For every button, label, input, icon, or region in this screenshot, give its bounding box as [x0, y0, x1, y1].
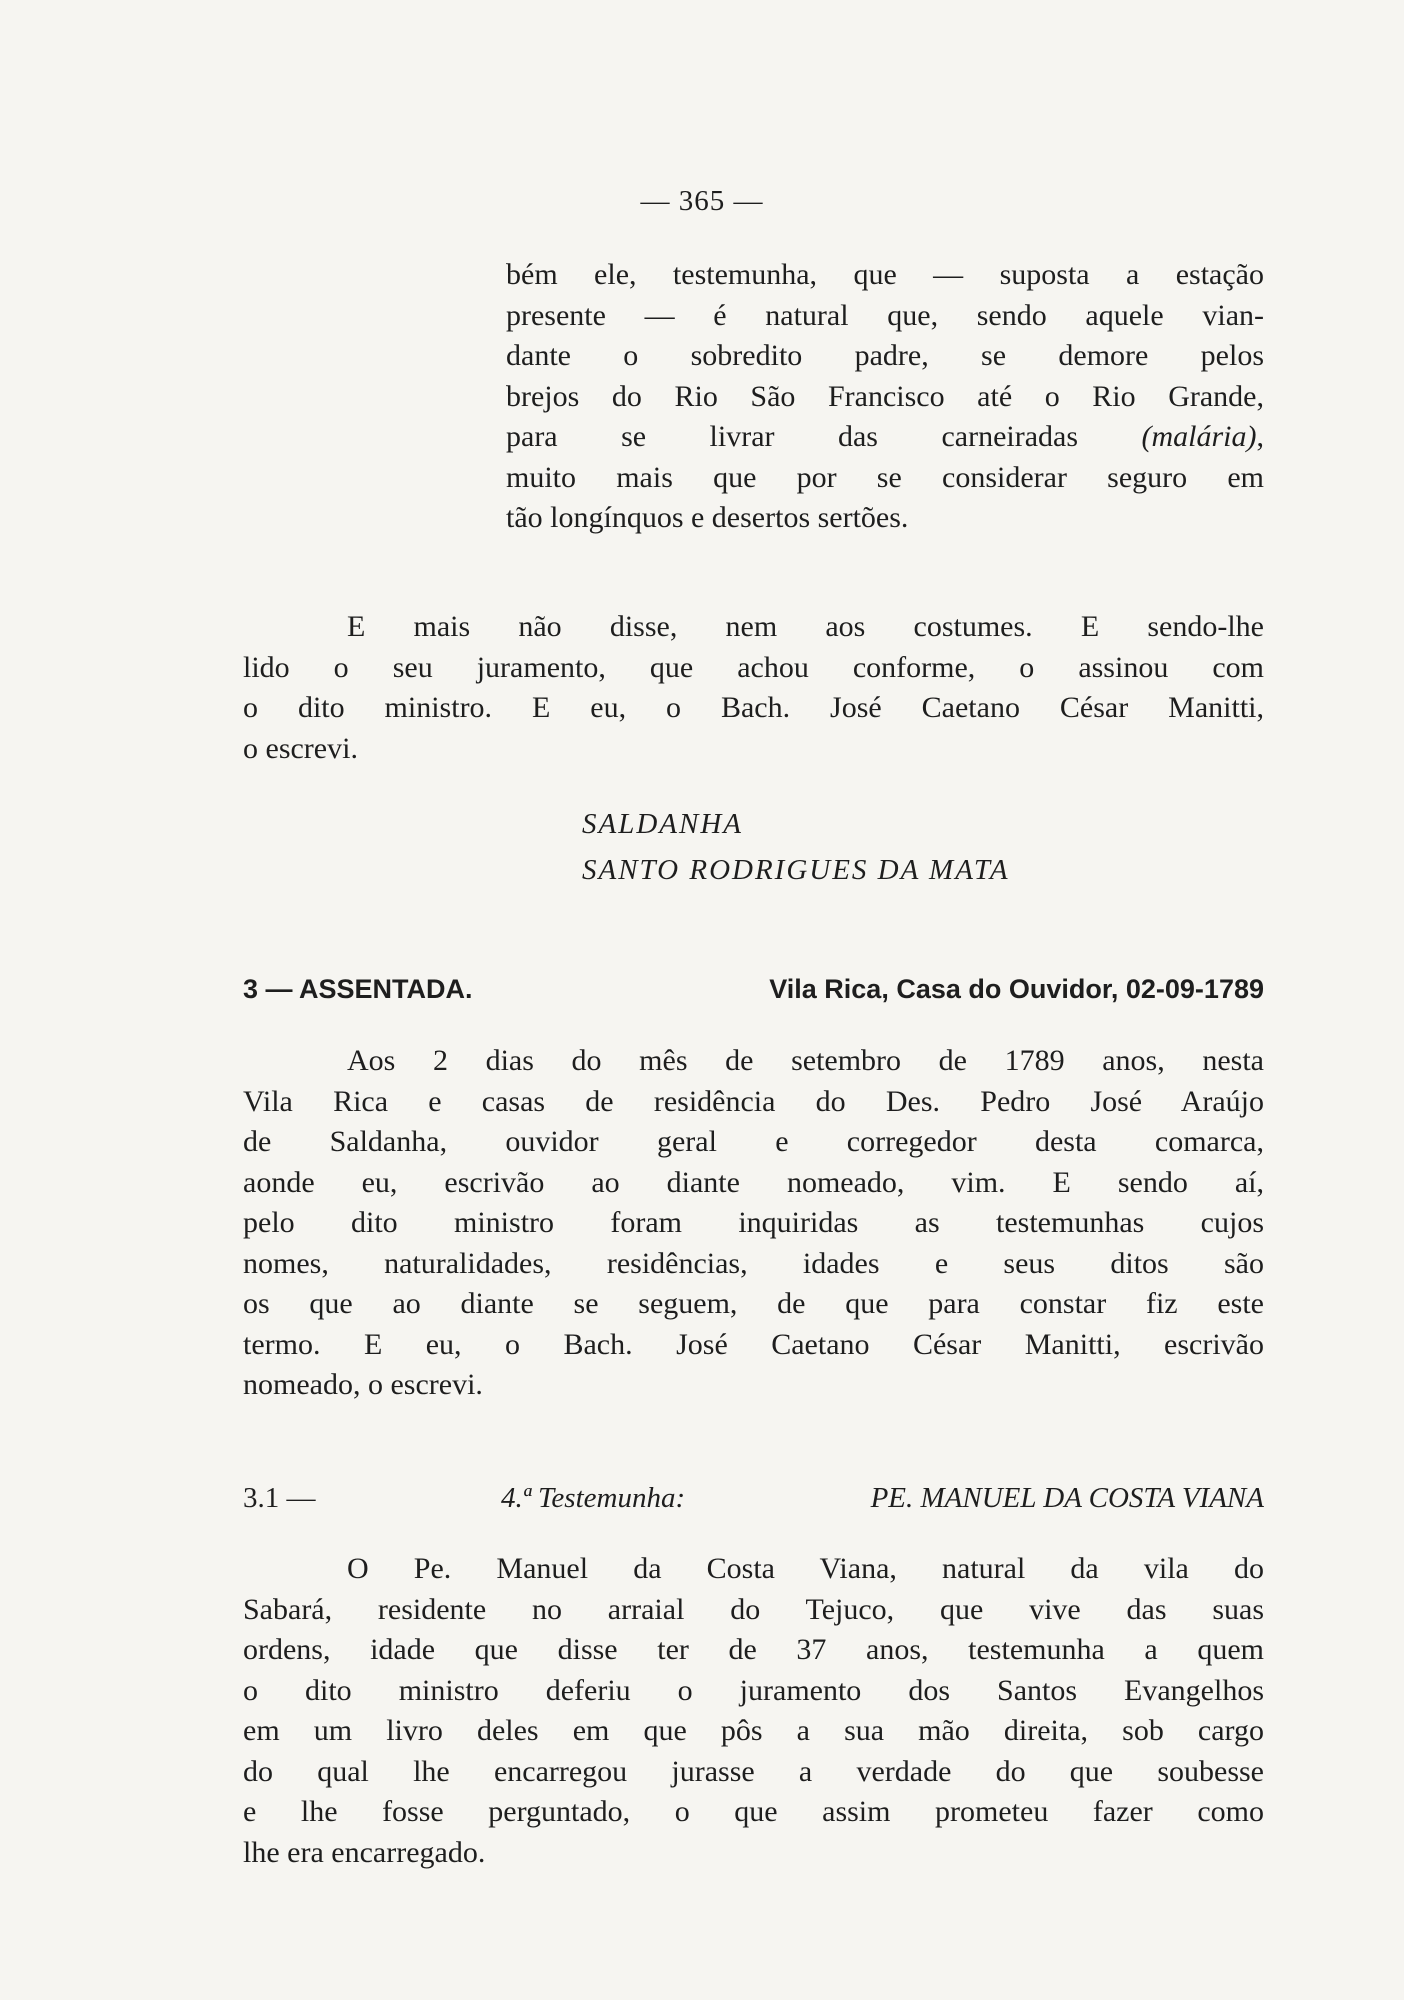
text-line: brejos do Rio São Francisco até o Rio Grande, — [506, 379, 1264, 413]
text-line: bém ele, testemunha, que — suposta a estação — [506, 258, 1264, 291]
text-line: presente — é natural que, sendo aquele vian- — [506, 298, 1264, 332]
text-line: do qual lhe encarregou jurasse a verdade do que soubesse — [243, 1754, 1264, 1788]
text-line: o escrevi. — [243, 731, 358, 765]
paragraph-assentada — [243, 1041, 1264, 1406]
text-line: tão longínquos e desertos sertões. — [506, 501, 909, 534]
witness-name: PE. MANUEL DA COSTA VIANA — [870, 1482, 1264, 1514]
text-line-with-italic — [506, 417, 1264, 458]
text-line: pelo dito ministro foram inquiridas as testemunhas cujos — [243, 1206, 1264, 1239]
section-heading — [243, 974, 1264, 1005]
text-line: em um livro deles em que pôs a sua mão direita, sob cargo — [243, 1714, 1264, 1747]
text-line: os que ao diante se seguem, de que para constar fiz este — [243, 1287, 1264, 1320]
text-line: de Saldanha, ouvidor geral e corregedor desta comarca, — [243, 1125, 1264, 1158]
text-line: lhe era encarregado. — [243, 1835, 486, 1869]
text-line: ordens, idade que disse ter de 37 anos, testemunha a quem — [243, 1633, 1264, 1666]
section-place-date: Vila Rica, Casa do Ouvidor, 02-09-1789 — [769, 974, 1264, 1004]
text-line: nomes, naturalidades, residências, idades e seus ditos são — [243, 1246, 1264, 1280]
text-line: aonde eu, escrivão ao diante nomeado, vim. E sendo aí, — [243, 1165, 1264, 1199]
text-line: o dito ministro. E eu, o Bach. José Caetano César Manitti, — [243, 691, 1264, 724]
italic-term: (malária) — [1141, 420, 1257, 453]
text-line: lido o seu juramento, que achou conforme, o assinou com — [243, 650, 1264, 684]
text-line: muito mais que por se considerar seguro em — [506, 460, 1264, 494]
punctuation: , — [1256, 420, 1265, 453]
text-line: e lhe fosse perguntado, o que assim prometeu fazer como — [243, 1795, 1264, 1828]
subsection-number: 3.1 — — [243, 1482, 316, 1514]
subsection-heading — [243, 1482, 1264, 1515]
signature-saldanha: SALDANHA — [582, 808, 743, 840]
page-number: — 365 — — [640, 185, 764, 217]
text-line: Aos 2 dias do mês de setembro de 1789 anos, nesta — [347, 1044, 1264, 1077]
text-line: E mais não disse, nem aos costumes. E sendo-lhe — [347, 610, 1264, 643]
signature-santo-rodrigues: SANTO RODRIGUES DA MATA — [582, 854, 1010, 886]
paragraph-witness-4 — [243, 1549, 1264, 1873]
section-number: 3 — ASSENTADA. — [243, 974, 473, 1004]
witness-label: 4.ª Testemunha: — [500, 1482, 686, 1514]
text-line: o dito ministro deferiu o juramento dos Santos Evangelhos — [243, 1673, 1264, 1707]
text-line: nomeado, o escrevi. — [243, 1368, 483, 1401]
text-line: dante o sobredito padre, se demore pelos — [506, 339, 1264, 372]
text-line: Vila Rica e casas de residência do Des. Pedro José Araújo — [243, 1084, 1264, 1118]
text-line: termo. E eu, o Bach. José Caetano César Manitti, escrivão — [243, 1327, 1264, 1361]
text-line: O Pe. Manuel da Costa Viana, natural da vila do — [347, 1552, 1264, 1585]
text-segment: para se livrar das carneiradas — [506, 420, 1079, 453]
text-line: Sabará, residente no arraial do Tejuco, que vive das suas — [243, 1592, 1264, 1626]
paragraph-testimony-end — [506, 255, 1264, 539]
paragraph-closing — [243, 607, 1264, 769]
